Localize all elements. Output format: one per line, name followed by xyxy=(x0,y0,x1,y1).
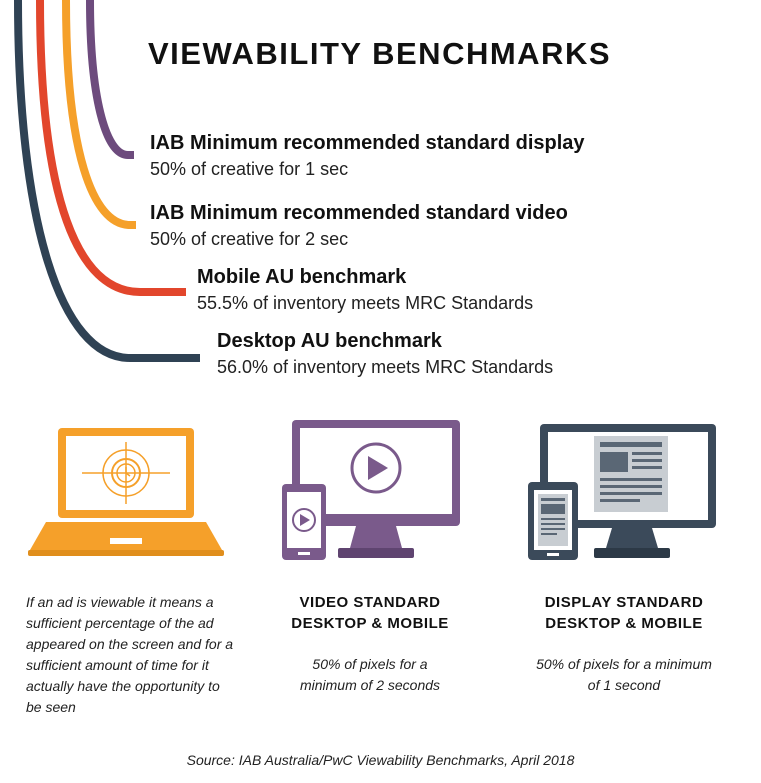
monitor-tablet-document-icon xyxy=(528,420,718,562)
benchmark-detail: 55.5% of inventory meets MRC Standards xyxy=(197,293,534,313)
monitor-phone-play-icon xyxy=(282,420,462,562)
display-standard-heading-1: DISPLAY STANDARD xyxy=(544,594,704,611)
laptop-target-icon xyxy=(28,428,224,558)
benchmark-detail: 50% of creative for 2 sec xyxy=(150,229,349,249)
benchmark-detail: 56.0% of inventory meets MRC Standards xyxy=(217,357,554,377)
line-display xyxy=(90,0,134,155)
video-standard-heading-2: DESKTOP & MOBILE xyxy=(291,615,449,632)
benchmark-video xyxy=(150,202,568,250)
page-title: VIEWABILITY BENCHMARKS xyxy=(148,36,612,71)
benchmark-display xyxy=(150,132,585,180)
benchmark-heading: Desktop AU benchmark xyxy=(217,330,442,352)
benchmark-heading: Mobile AU benchmark xyxy=(197,266,407,288)
source-citation: Source: IAB Australia/PwC Viewability Benchmarks, April 2018 xyxy=(186,752,575,768)
benchmark-detail: 50% of creative for 1 sec xyxy=(150,159,349,179)
display-standard-heading-2: DESKTOP & MOBILE xyxy=(545,615,703,632)
benchmark-heading: IAB Minimum recommended standard display xyxy=(150,132,585,154)
definition-text: If an ad is viewable it means a sufficient percentage of the ad appeared on the screen and for a sufficient amount of time for it actually have the opportunity to be seen xyxy=(26,594,234,715)
display-standard-body: 50% of pixels for a minimum of 1 second xyxy=(536,656,712,693)
benchmark-mobile xyxy=(197,266,533,314)
display-standard xyxy=(516,592,732,696)
benchmark-heading: IAB Minimum recommended standard video xyxy=(150,202,568,224)
video-standard-heading-1: VIDEO STANDARD xyxy=(299,594,441,611)
video-standard xyxy=(262,592,478,696)
video-standard-body: 50% of pixels for a minimum of 2 seconds xyxy=(299,656,441,693)
benchmark-desktop xyxy=(217,330,553,378)
